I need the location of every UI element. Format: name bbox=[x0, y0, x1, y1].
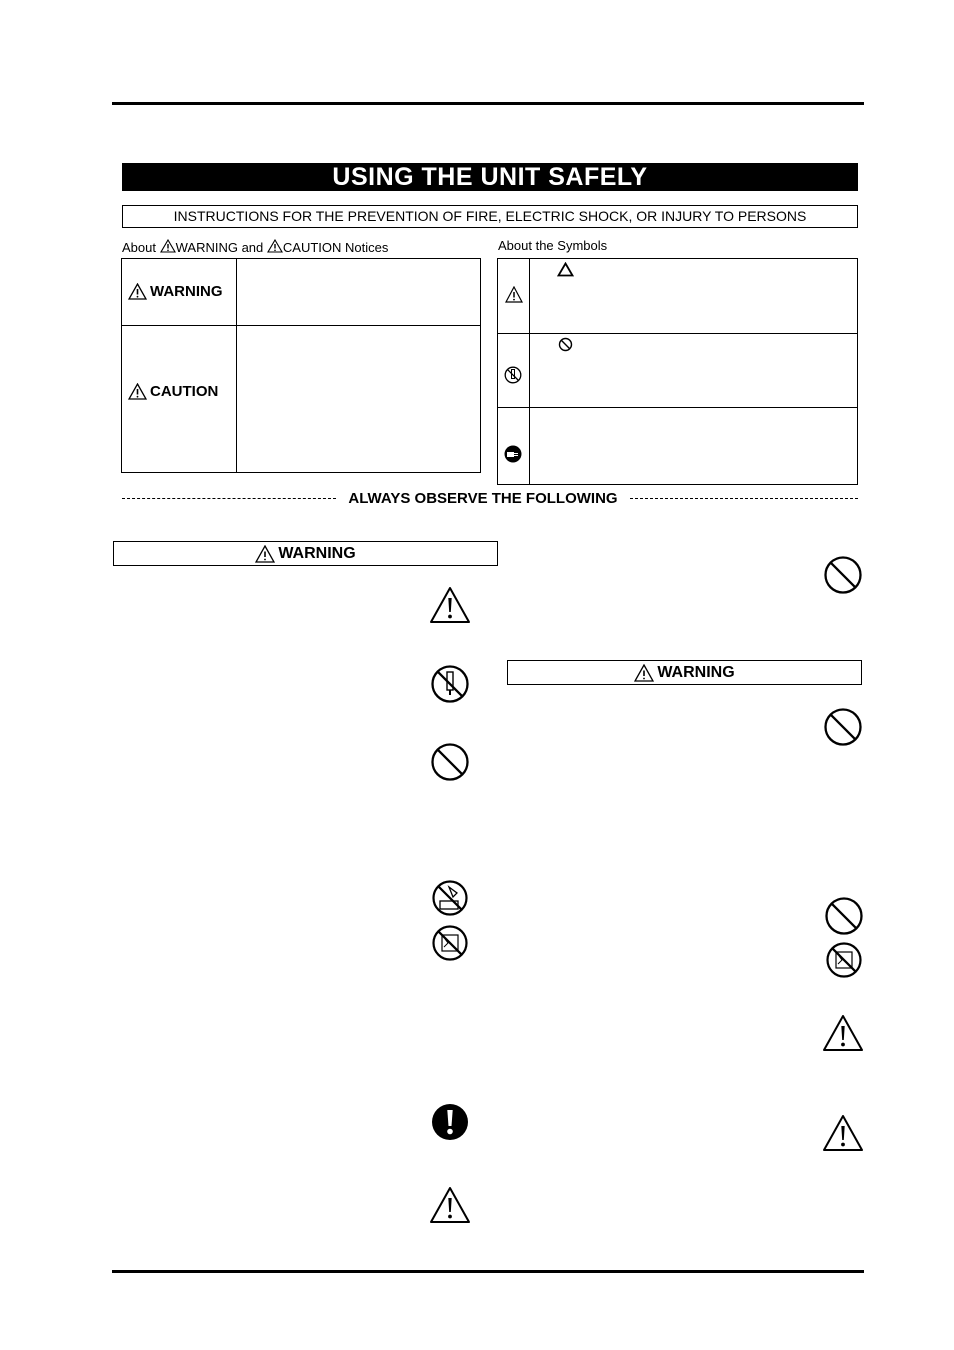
page-title: USING THE UNIT SAFELY bbox=[122, 163, 858, 191]
warning-triangle-icon bbox=[505, 286, 523, 303]
page-subtitle: INSTRUCTIONS FOR THE PREVENTION OF FIRE, ELECTRIC SHOCK, OR INJURY TO PERSONS bbox=[122, 205, 858, 228]
warning-triangle-icon bbox=[822, 1114, 864, 1152]
warning-label: WARNING bbox=[128, 283, 223, 300]
triangle-outline-icon bbox=[557, 262, 574, 277]
exclamation-icon bbox=[431, 1103, 469, 1141]
warning-triangle-icon bbox=[128, 283, 147, 300]
no-disassemble-icon bbox=[504, 366, 522, 384]
symbols-table bbox=[497, 258, 858, 485]
no-shock-icon bbox=[431, 924, 469, 962]
notices-caption: About WARNING and CAUTION Notices bbox=[122, 240, 389, 255]
unplug-icon bbox=[504, 445, 522, 463]
warning-triangle-icon bbox=[128, 383, 147, 400]
prohibited-icon bbox=[823, 555, 863, 595]
prohibited-icon bbox=[558, 337, 573, 352]
warning-triangle-icon bbox=[429, 586, 471, 624]
prohibited-icon bbox=[824, 896, 864, 936]
caution-label: CAUTION bbox=[128, 383, 218, 400]
left-warning-header: WARNING bbox=[113, 541, 498, 566]
warning-triangle-icon bbox=[429, 1186, 471, 1224]
no-water-icon bbox=[431, 879, 469, 917]
no-disassemble-icon bbox=[430, 664, 470, 704]
top-rule bbox=[112, 102, 864, 105]
prohibited-icon bbox=[430, 742, 470, 782]
warning-triangle-icon bbox=[160, 239, 176, 253]
observe-heading: ALWAYS OBSERVE THE FOLLOWING bbox=[348, 490, 618, 507]
warning-triangle-icon bbox=[822, 1014, 864, 1052]
warning-triangle-icon bbox=[634, 664, 654, 682]
warning-triangle-icon bbox=[267, 239, 283, 253]
bottom-rule bbox=[112, 1270, 864, 1273]
warning-triangle-icon bbox=[255, 545, 275, 563]
prohibited-icon bbox=[823, 707, 863, 747]
no-shock-icon bbox=[825, 941, 863, 979]
right-warning-header: WARNING bbox=[507, 660, 862, 685]
symbols-caption: About the Symbols bbox=[498, 238, 608, 253]
